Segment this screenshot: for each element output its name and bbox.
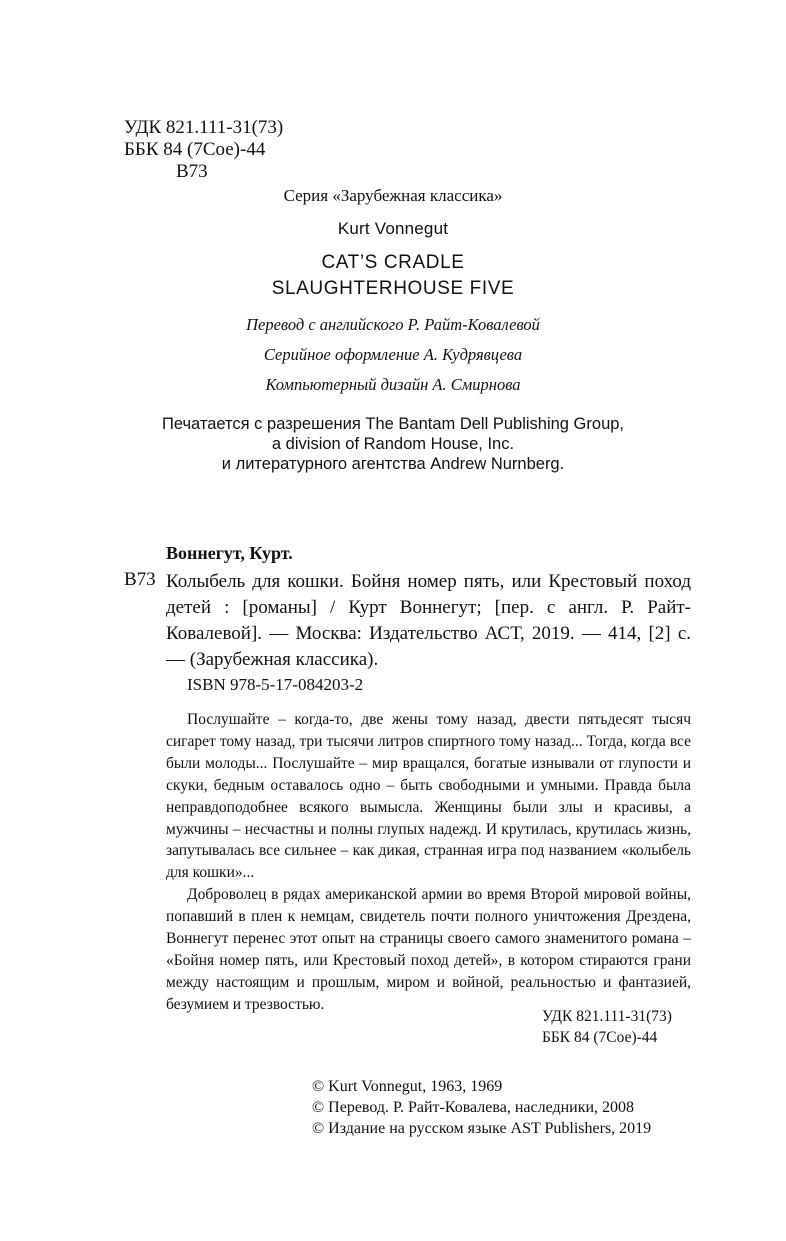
permission-line-2: a division of Random House, Inc. [271,435,515,453]
original-title-1: CAT’S CRADLE [321,252,465,273]
copyright-line-1: © Kurt Vonnegut, 1963, 1969 [312,1078,503,1095]
permission-notice [0,414,786,474]
original-title-2: SLAUGHTERHOUSE FIVE [271,278,515,299]
copyright-line-2: © Перевод. Р. Райт-Ковалева, наследники, 2008 [312,1099,635,1116]
credits [0,310,786,400]
series-design-credit: Серийное оформление А. Кудрявцева [263,345,523,364]
permission-line-1: Печатается с разрешения The Bantam Dell Publishing Group, [161,415,625,433]
copyright-block [312,1076,651,1139]
catalog-code: В73 [124,569,156,590]
annotation [166,709,691,1016]
annotation-paragraph-2: Доброволец в рядах американской армии во время Второй мировой войны, попавший в плен к немцам, свидетель почти полного уничтожения Дрездена, Воннегут перенес этот опыт на страницы своего самого знаменитого романа – «Бойня номер пять, или Крестовый поход детей», в котором стираются грани между настоящим и прошлым, миром и войной, реальностью и фантазией, безумием и трезвостью. [166,886,691,1013]
computer-design-credit: Компьютерный дизайн А. Смирнова [265,375,521,394]
original-author: Kurt Vonnegut [337,219,449,238]
copyright-line-3: © Издание на русском языке AST Publishers, 2019 [312,1120,652,1137]
udk-code-bottom: УДК 821.111-31(73) [542,1008,672,1025]
catalog-description: Колыбель для кошки. Бойня номер пять, или Крестовый поход детей : [романы] / Курт Воннегут; [пер. с англ. Р. Райт-Ковалевой]. — Москва: Издательство АСТ, 2019. — 414, [2] с. — (Зарубежная классика). [166,571,691,670]
isbn: ISBN 978-5-17-084203-2 [187,675,364,694]
permission-line-3: и литературного агентства Andrew Nurnberg. [221,455,565,473]
series-name: Серия «Зарубежная классика» [283,186,503,205]
original-titles [0,250,786,302]
bbk-code-bottom: ББК 84 (7Сое)-44 [542,1029,658,1046]
udk-code: УДК 821.111-31(73) [124,117,284,138]
author-mark: В73 [176,161,208,182]
bbk-code: ББК 84 (7Сое)-44 [124,139,266,160]
annotation-paragraph-1: Послушайте – когда-то, две жены тому назад, двести пятьдесят тысяч сигарет тому назад, три тысячи литров спиртного тому назад... Тогда, когда все были молоды... Послушайте – мир вращался, богатые изнывали от глупости и скуки, бедным оставалось одно – быть свободными и умными. Правда была неправдоподобнее всякого вымысла. Женщины были злы и красивы, а мужчины – несчастны и полны глупых надежд. И крутилась, крутилась жизнь, запутывалась все сильнее – как дикая, странная игра под названием «колыбель для кошки»... [166,711,691,882]
classification-codes [124,117,283,183]
translator-credit: Перевод с английского Р. Райт-Ковалевой [246,315,540,334]
classification-codes-bottom [542,1006,672,1048]
catalog-author: Воннегут, Курт. [166,543,293,563]
